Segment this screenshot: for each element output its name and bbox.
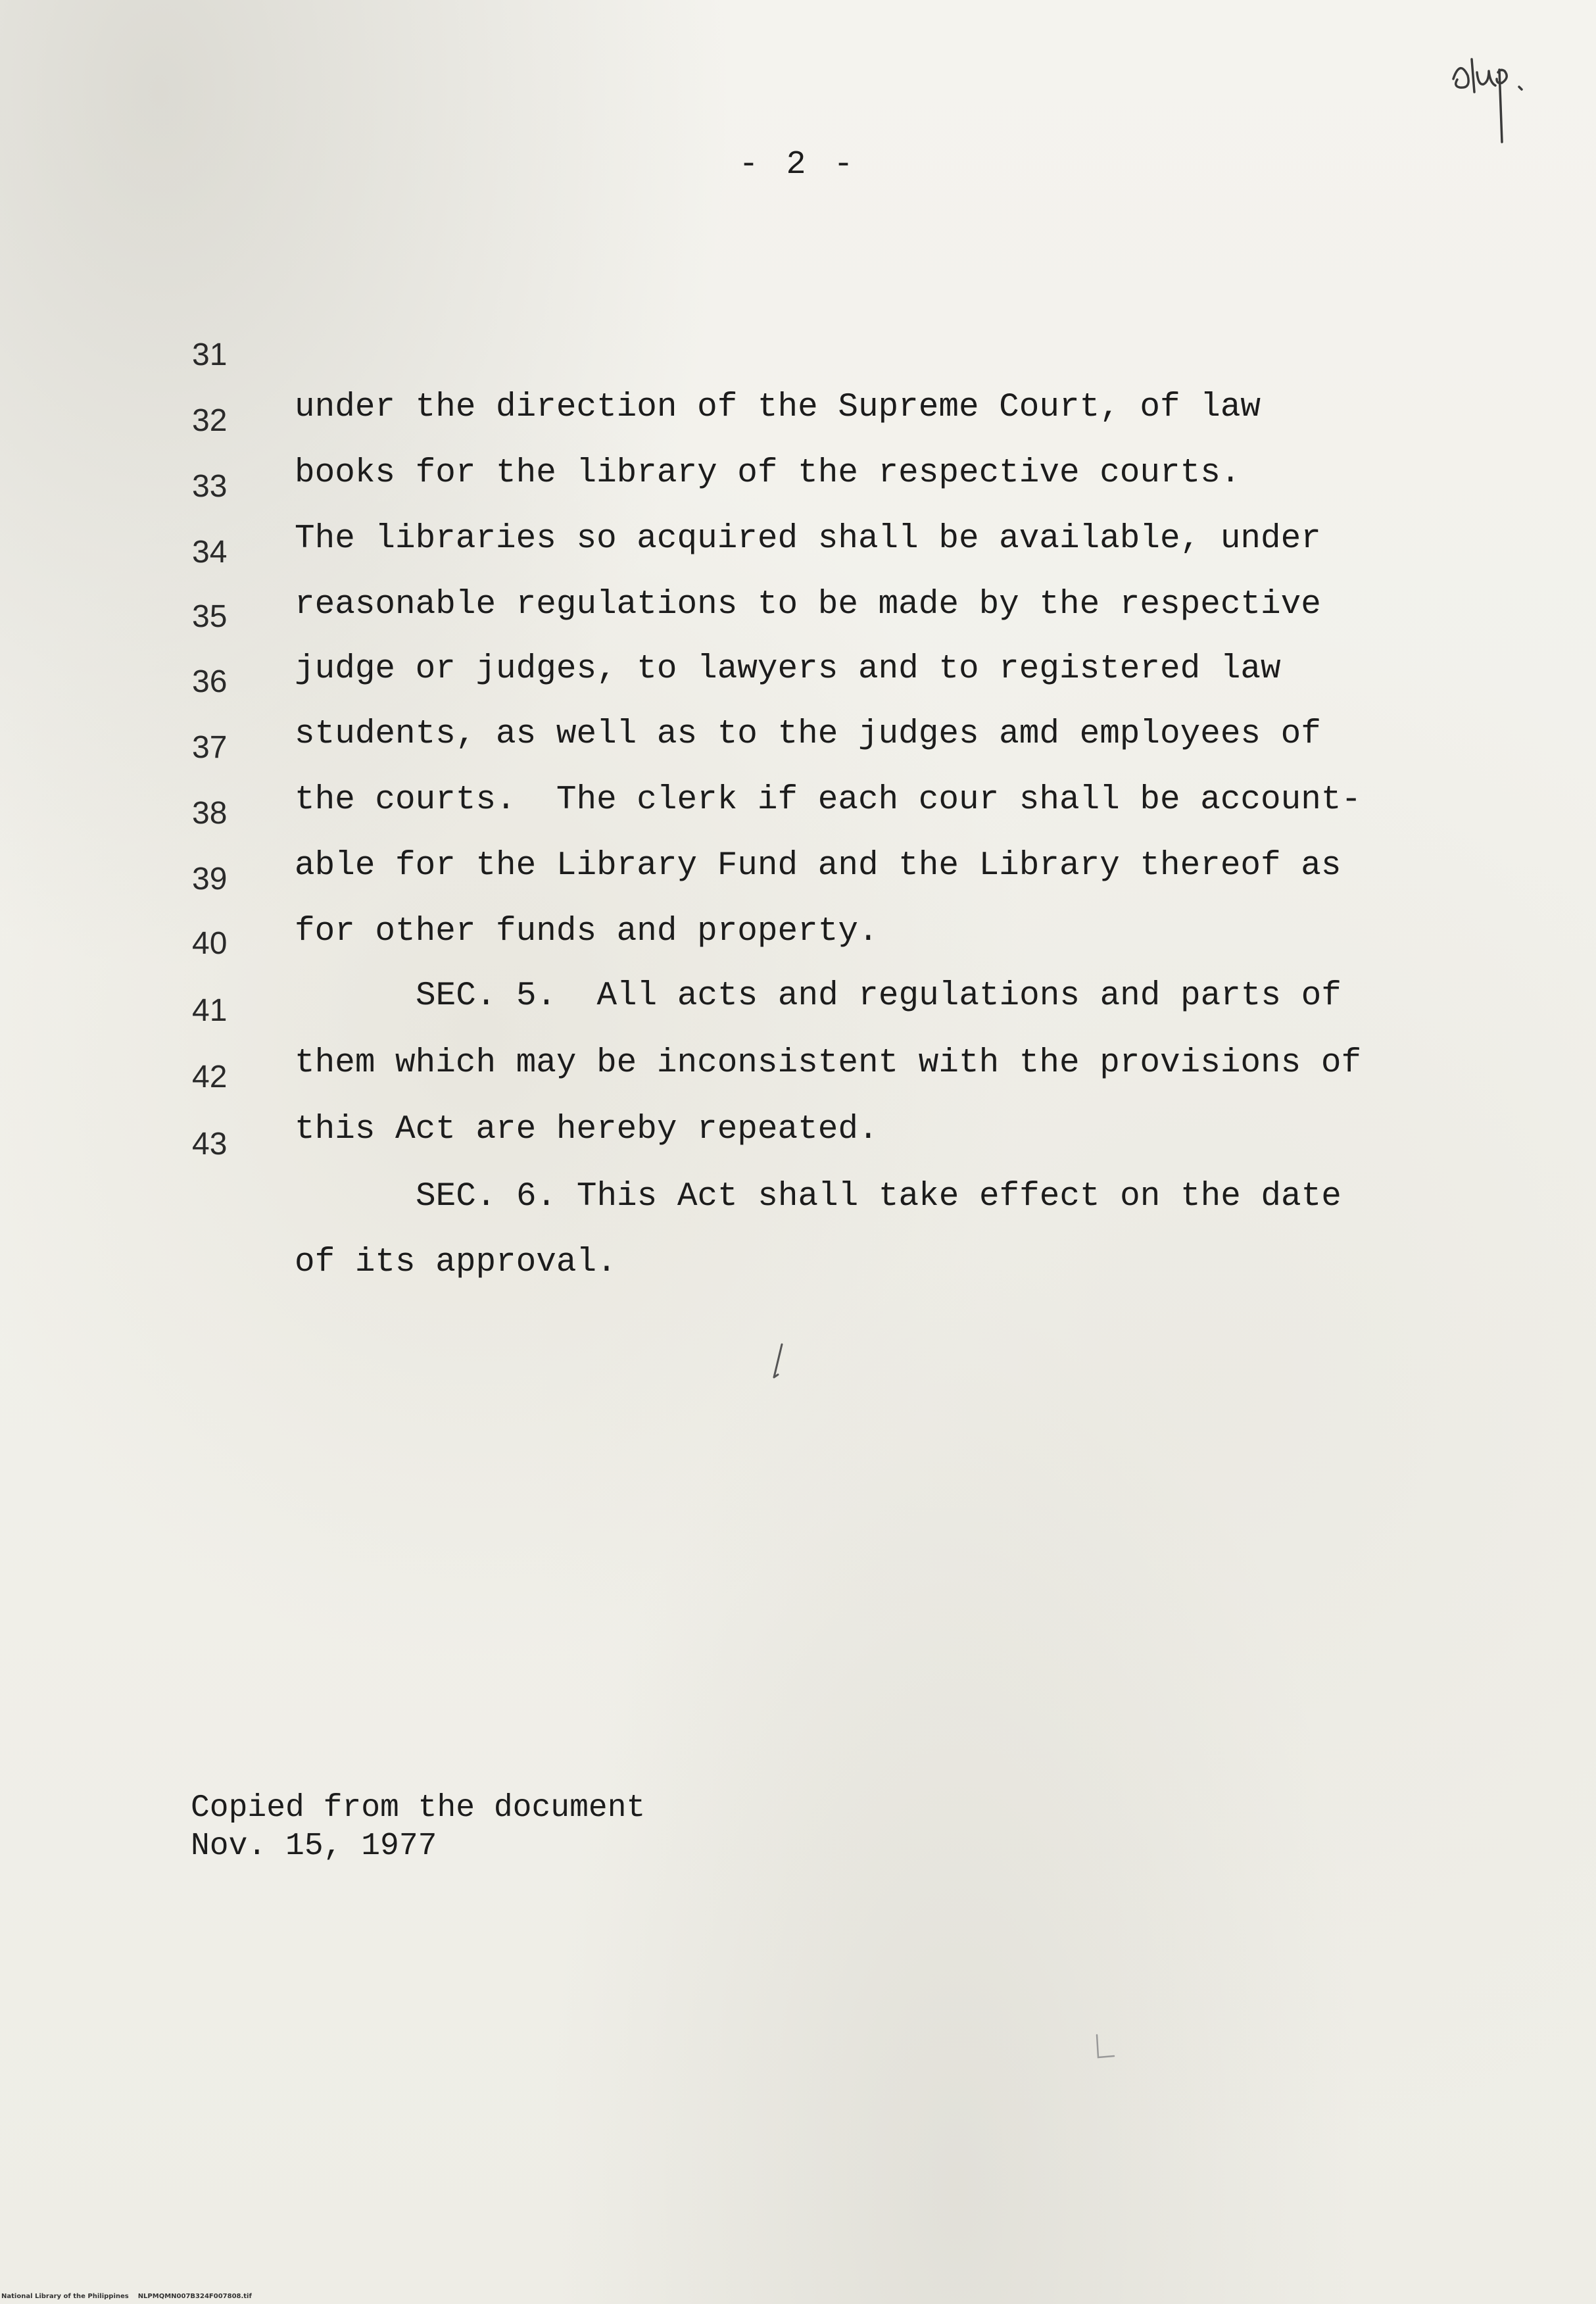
line-number: 34 [192,535,228,570]
line-number: 43 [192,1127,228,1162]
line-number: 32 [192,403,228,438]
archive-institution: National Library of the Philippines [1,2293,129,2300]
line-text: SEC. 5. All acts and regulations and parts of [416,977,1342,1015]
line-number: 38 [192,796,228,831]
line-number: 41 [192,993,228,1028]
line-number: 37 [192,730,228,765]
line-text: this Act are hereby repeated. [295,1111,879,1148]
line-text: judge or judges, to lawyers and to registered law [295,650,1281,688]
line-text: SEC. 6. This Act shall take effect on the date [416,1178,1342,1215]
copy-note [191,1789,645,1865]
pencil-corner-mark [1092,2032,1118,2065]
line-text: under the direction of the Supreme Court, of law [295,389,1261,426]
page-number: - 2 - [738,146,858,184]
line-text: for other funds and property. [295,913,879,950]
pencil-tick-mark [766,1342,792,1381]
line-number: 39 [192,862,228,896]
line-number: 36 [192,664,228,699]
line-text: them which may be inconsistent with the provisions of [295,1044,1362,1082]
line-number: 31 [192,337,228,372]
line-text: reasonable regulations to be made by the respective [295,586,1321,624]
copy-note-date: Nov. 15, 1977 [191,1828,437,1864]
handwritten-note-dup [1447,39,1565,158]
line-text: able for the Library Fund and the Library thereof as [295,847,1342,885]
line-text: of its approval. [295,1244,617,1281]
line-text: the courts. The clerk if each cour shall be account- [295,781,1362,819]
line-text: students, as well as to the judges amd employees of [295,716,1321,753]
line-text: books for the library of the respective courts. [295,454,1241,492]
line-text: The libraries so acquired shall be available, under [295,520,1321,558]
archive-file-id: NLPMQMN007B324F007808.tif [137,2293,252,2300]
line-number: 40 [192,926,228,961]
line-number: 33 [192,469,228,504]
line-number: 35 [192,599,228,634]
line-number: 42 [192,1060,228,1094]
archive-strip [1,2293,252,2300]
copy-note-line: Copied from the document [191,1790,646,1826]
